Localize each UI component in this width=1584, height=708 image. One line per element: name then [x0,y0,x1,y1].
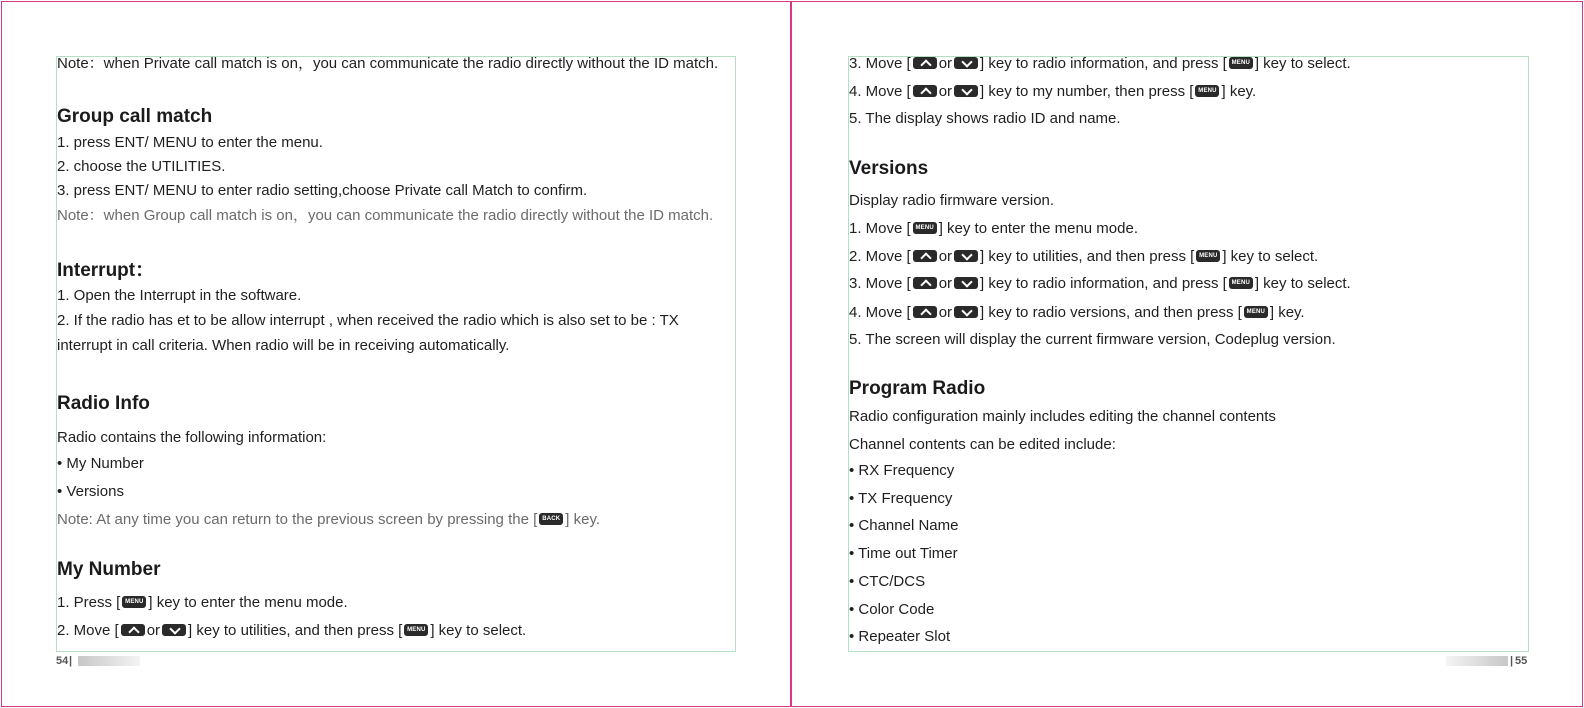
up-key-icon [913,306,937,318]
heading-versions: Versions [849,158,929,179]
footer-bar-right [1446,656,1508,666]
bullet-time-out-timer: • Time out Timer [849,545,958,562]
program-radio-intro-2: Channel contents can be edited include: [849,436,1116,453]
group-call-step-3: 3. press ENT/ MENU to enter radio setting,choose Private call Match to confirm. [57,182,588,199]
my-number-step-3: 3. Move [ or ] key to radio information, and press [ MENU ] key to select. [849,55,1351,72]
heading-interrupt: Interrupt： [57,260,155,281]
page-number-right: 55 [1515,655,1528,667]
menu-key-icon: MENU [1196,250,1220,262]
heading-radio-info: Radio Info [57,393,150,414]
note-back-key [57,511,600,529]
bullet-ctc-dcs: • CTC/DCS [849,573,926,590]
versions-step-3: 3. Move [ or ] key to radio information, and press [ MENU ] key to select. [849,275,1351,292]
down-key-icon [954,277,978,289]
bullet-rx-frequency: • RX Frequency [849,462,955,479]
down-key-icon [954,85,978,97]
bullet-channel-name: • Channel Name [849,517,959,534]
up-key-icon [121,624,145,636]
up-key-icon [913,85,937,97]
versions-step-5: 5. The screen will display the current firmware version, Codeplug version. [849,331,1336,348]
down-key-icon [954,250,978,262]
radio-info-bullet-versions: • Versions [57,483,124,500]
interrupt-step-2b: interrupt in call criteria. When radio will be in receiving automatically. [57,337,510,354]
menu-key-icon: MENU [1244,306,1268,318]
footer-bar-left [78,656,140,666]
my-number-step-1: 1. Press [ MENU ] key to enter the menu mode. [57,594,348,611]
menu-key-icon: MENU [1195,85,1219,97]
group-call-step-2: 2. choose the UTILITIES. [57,158,226,175]
note-back-pre: Note: At any time you can return to the previous screen by pressing the [ [57,511,538,528]
my-number-step-4: 4. Move [ or ] key to my number, then press [ MENU ] key. [849,83,1257,100]
menu-key-icon: MENU [122,596,146,608]
program-radio-intro-1: Radio configuration mainly includes editing the channel contents [849,408,1276,425]
up-key-icon [913,250,937,262]
page-number-right-divider: | [1510,655,1514,667]
interrupt-step-2a: 2. If the radio has et to be allow interrupt , when received the radio which is also set to be : TX [57,312,679,329]
down-key-icon [162,624,186,636]
interrupt-step-1: 1. Open the Interrupt in the software. [57,287,302,304]
radio-info-intro: Radio contains the following information: [57,429,327,446]
menu-key-icon: MENU [1229,57,1253,69]
up-key-icon [913,57,937,69]
bullet-repeater-slot: • Repeater Slot [849,628,951,645]
menu-key-icon: MENU [913,222,937,234]
note-private-call: Note：when Private call match is on，you can communicate the radio directly without the ID match. [57,55,719,72]
radio-info-bullet-my-number: • My Number [57,455,144,472]
note-back-post: ] key. [565,511,600,528]
down-key-icon [954,306,978,318]
note-group-call: Note：when Group call match is on，you can communicate the radio directly without the ID match. [57,207,714,224]
back-key-icon: BACK [539,513,563,525]
my-number-step-2: 2. Move [ or ] key to utilities, and then press [ MENU ] key to select. [57,622,527,639]
heading-group-call-match: Group call match [57,106,213,127]
up-key-icon [913,277,937,289]
down-key-icon [954,57,978,69]
bullet-color-code: • Color Code [849,601,935,618]
bullet-tx-frequency: • TX Frequency [849,490,953,507]
versions-step-4: 4. Move [ or ] key to radio versions, and then press [ MENU ] key. [849,304,1305,321]
heading-program-radio: Program Radio [849,378,986,399]
page-number-left-divider: | [69,655,73,667]
menu-key-icon: MENU [404,624,428,636]
group-call-step-1: 1. press ENT/ MENU to enter the menu. [57,134,323,151]
my-number-step-5: 5. The display shows radio ID and name. [849,110,1121,127]
versions-step-2: 2. Move [ or ] key to utilities, and then press [ MENU ] key to select. [849,248,1319,265]
menu-key-icon: MENU [1229,277,1253,289]
page-number-left: 54 [56,655,69,667]
versions-step-1: 1. Move [ MENU ] key to enter the menu mode. [849,220,1138,237]
heading-my-number: My Number [57,559,161,580]
versions-intro: Display radio firmware version. [849,192,1055,209]
